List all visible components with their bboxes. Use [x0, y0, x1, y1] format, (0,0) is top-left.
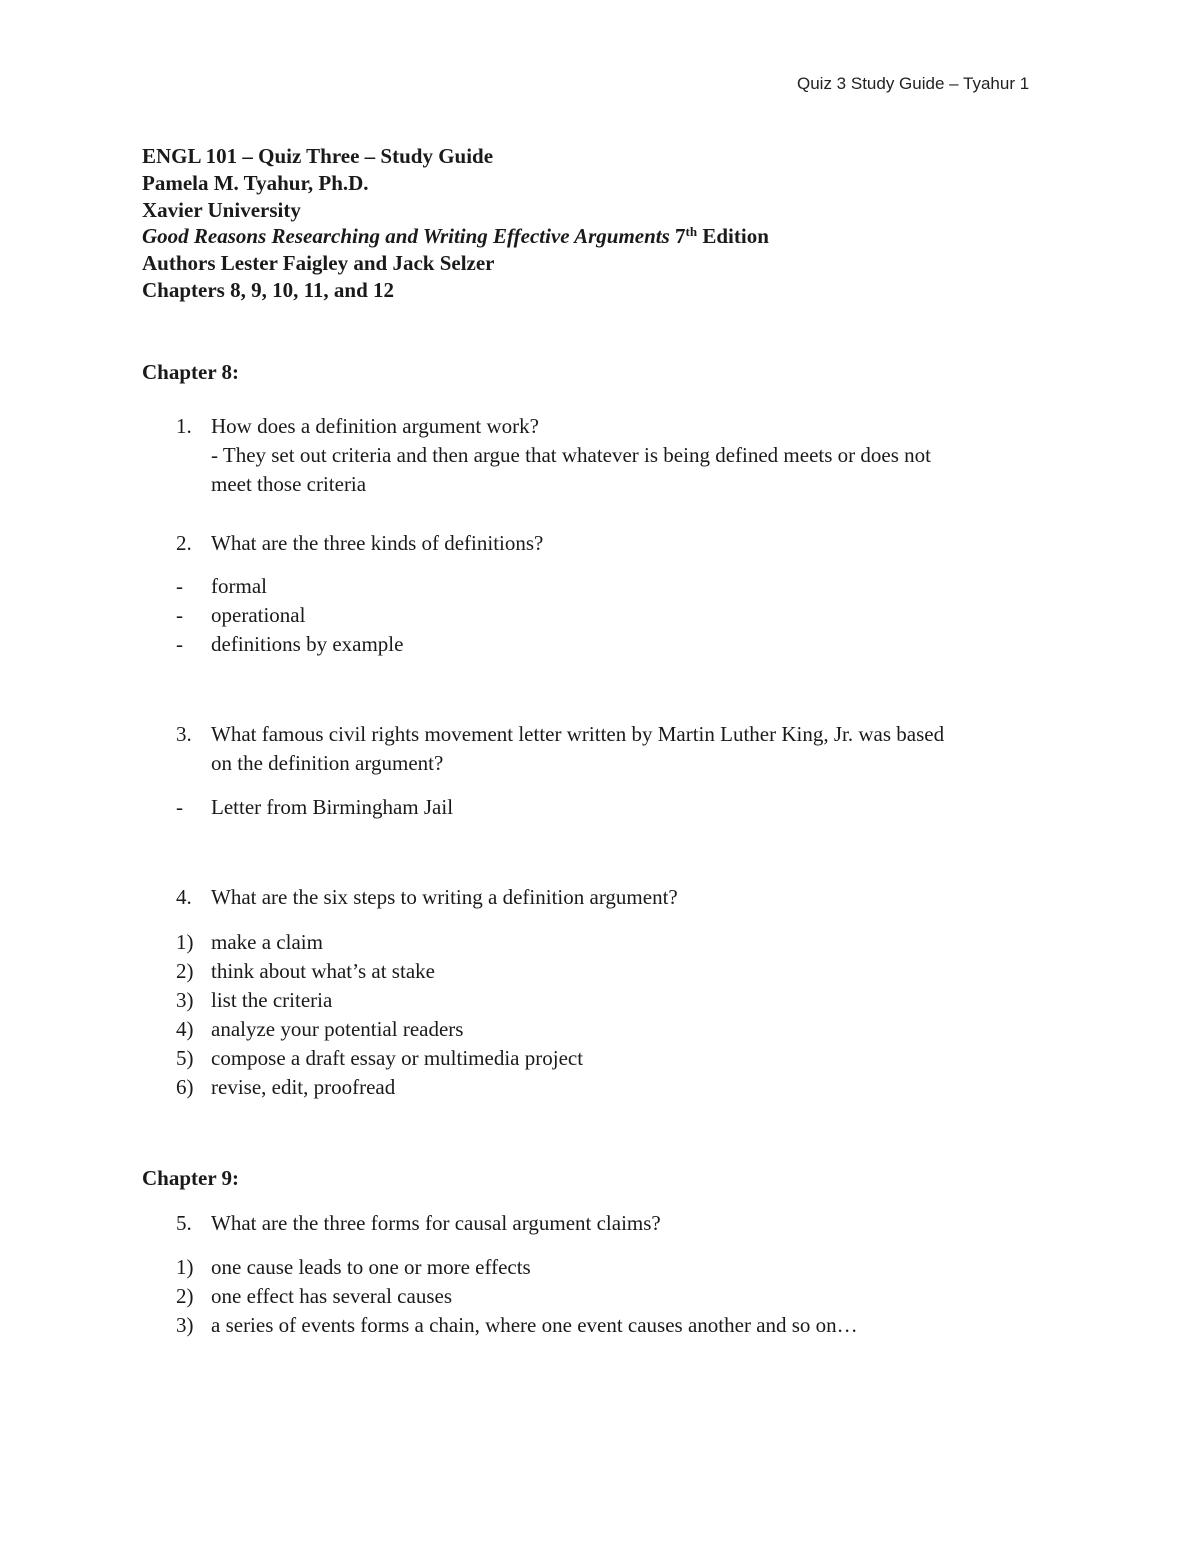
q4-step-text: make a claim	[211, 930, 323, 954]
q4-step-text: think about what’s at stake	[211, 959, 435, 983]
q2-answer-3: definitions by example	[211, 632, 404, 656]
q1-number: 1.	[176, 414, 192, 438]
edition-word: Edition	[702, 224, 769, 249]
q5-form-text: a series of events forms a chain, where one event causes another and so on…	[211, 1313, 858, 1337]
instructor-name: Pamela M. Tyahur, Ph.D.	[142, 170, 369, 195]
book-title: Good Reasons Researching and Writing Effective Arguments	[142, 224, 670, 249]
q4-step-text: revise, edit, proofread	[211, 1075, 396, 1099]
q3-number: 3.	[176, 722, 192, 746]
q5-form-number: 3)	[176, 1313, 194, 1337]
q2-answer-1: formal	[211, 574, 267, 598]
q4-question: What are the six steps to writing a definition argument?	[211, 885, 678, 909]
q5-form-number: 1)	[176, 1255, 194, 1279]
chapter-8-heading: Chapter 8:	[142, 360, 240, 384]
q3-question-line-1: What famous civil rights movement letter written by Martin Luther King, Jr. was based	[211, 722, 945, 746]
q5-question: What are the three forms for causal argument claims?	[211, 1211, 661, 1235]
q1-answer-line-2: meet those criteria	[211, 472, 367, 496]
q1-question: How does a definition argument work?	[211, 414, 539, 438]
q3-bullet: -	[176, 795, 183, 819]
university-name: Xavier University	[142, 197, 301, 222]
textbook-line	[142, 223, 769, 250]
q5-number: 5.	[176, 1211, 192, 1235]
chapters-line: Chapters 8, 9, 10, 11, and 12	[142, 277, 395, 302]
q4-step-number: 5)	[176, 1046, 194, 1070]
q4-step-text: compose a draft essay or multimedia project	[211, 1046, 584, 1070]
q4-step-text: analyze your potential readers	[211, 1017, 464, 1041]
q4-step-number: 1)	[176, 930, 194, 954]
course-title: ENGL 101 – Quiz Three – Study Guide	[142, 144, 494, 168]
q4-step-number: 3)	[176, 988, 194, 1012]
q2-bullet: -	[176, 603, 183, 627]
q5-form-text: one cause leads to one or more effects	[211, 1255, 531, 1279]
title-block	[142, 143, 769, 304]
edition-suffix: th	[685, 224, 698, 240]
q2-bullet: -	[176, 574, 183, 598]
q5-form-text: one effect has several causes	[211, 1284, 452, 1308]
running-header: Quiz 3 Study Guide – Tyahur 1	[797, 74, 1030, 93]
q2-number: 2.	[176, 531, 192, 555]
q4-step-number: 6)	[176, 1075, 194, 1099]
q2-question: What are the three kinds of definitions?	[211, 531, 544, 555]
q2-answer-2: operational	[211, 603, 306, 627]
chapter-9-heading: Chapter 9:	[142, 1166, 240, 1190]
q1-answer-line-1: - They set out criteria and then argue that whatever is being defined meets or does not	[211, 443, 931, 467]
q4-step-text: list the criteria	[211, 988, 333, 1012]
q4-step-number: 2)	[176, 959, 194, 983]
q4-step-number: 4)	[176, 1017, 194, 1041]
edition-number: 7	[675, 224, 686, 249]
q2-bullet: -	[176, 632, 183, 656]
q3-question-line-2: on the definition argument?	[211, 751, 444, 775]
q4-number: 4.	[176, 885, 192, 909]
q5-form-number: 2)	[176, 1284, 194, 1308]
authors-line: Authors Lester Faigley and Jack Selzer	[142, 251, 495, 276]
q3-answer: Letter from Birmingham Jail	[211, 795, 454, 819]
